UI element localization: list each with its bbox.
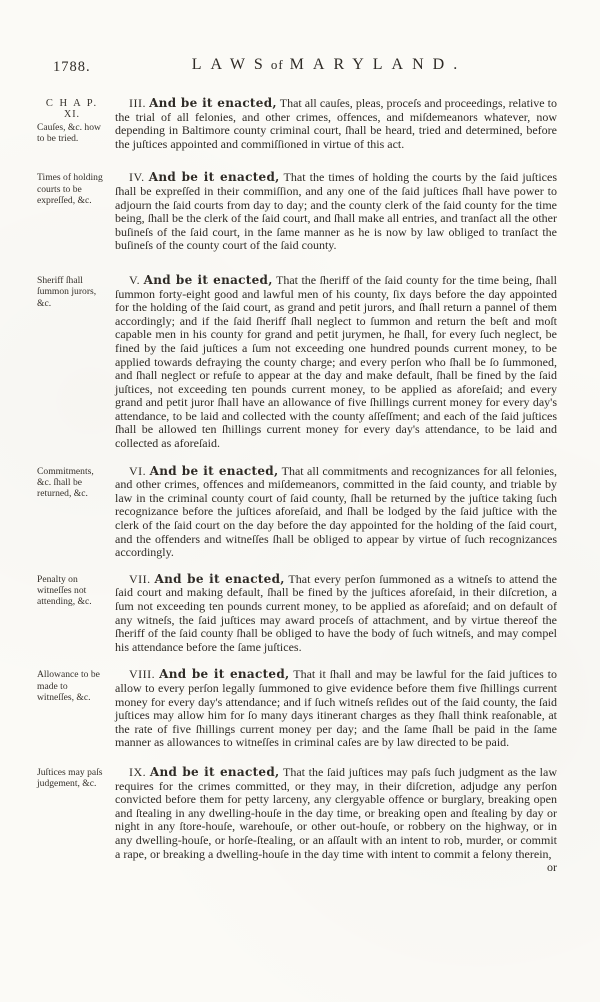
section-number: VIII. <box>129 667 156 682</box>
section-text: That the ſaid juſtices may paſs ſuch judgment as the law requires for the crimes committed, or they may, in their diſcretion, adjudge any perſon convicted before them for petty larceny, any clergyable offence or burglary, breaking open and ſtealing in any dwelling-houſe in the day time, or breaking open and ſtealing by day or night in any ſtore-houſe, warehouſe, or other out-houſe, or robbery on the highway, or in any dwelling-houſe, or horſe-ſtealing, or an aſſault with an intent to rob, murder, or commit a rape, or breaking a dwelling-houſe in the day time with intent to commit a felony therein, <box>115 764 557 861</box>
title-laws: LAWS <box>191 56 272 73</box>
section-text: That the ſheriff of the ſaid county for the time being, ſhall ſummon forty-eight good and lawful men of his county, ſix days before the day appointed for the holding of the ſaid court, as grand and petit jurors, and ſhall return a pannel of them accordingly; and if the ſaid ſheriff ſhall neglect to ſummon and return the beſt and moſt capable men in his county for grand and petit jurymen, he ſhall, for every ſuch neglect, be fined by the ſaid juſtices a ſum not exceeding one hundred pounds current money, to be applied towards defraying the county charge; and every perſon who ſhall be ſo ſummoned, and ſhall neglect or refuſe to appear at the day and make default, ſhall be fined by the ſaid juſtices, not exceeding ten pounds current money, to be applied as aforeſaid; and every grand and petit juror ſhall have an allowance of five ſhillings current money for every day's attendance, to be laid and collected with the county aſſeſſment; and each of the ſaid juſtices ſhall be allowed ten ſhillings current money for every day's attendance, to be laid and collected as aforeſaid. <box>115 272 557 451</box>
margin-note-text: Commitments, &c. ſhall be returned, &c. <box>37 465 94 500</box>
section-body <box>115 274 557 451</box>
section-text: That all commitments and recognizances for all felonies, and other crimes, offences and miſdemeanors, committed in the ſaid county, and triable by law in the criminal county court of ſaid county, ſhall be returned by the juſtice taking ſuch recognizance before the juſtices aforeſaid, and ſhall be lodged by the ſaid juſtice with the clerk of the ſaid court on the day before the day appointed for the holding of the ſaid court, and the offenders and witneſſes ſhall be obliged to appear by virtue of ſuch recognizances accordingly. <box>115 463 557 560</box>
catchword: or <box>547 860 557 875</box>
section-number: III. <box>129 96 146 110</box>
title-maryland: MARYLAND. <box>289 56 467 73</box>
page-year: 1788. <box>53 59 91 75</box>
margin-note-iv <box>37 171 115 206</box>
section-ix <box>37 766 557 875</box>
chapter-number: XI. <box>63 109 81 121</box>
section-body <box>115 465 557 560</box>
margin-note-text: Times of holding courts to be expreſſed, &c. <box>37 172 103 206</box>
section-body <box>115 171 557 253</box>
margin-note-vi <box>37 465 115 500</box>
section-viii <box>37 668 557 750</box>
section-body <box>115 766 557 875</box>
section-text: That the times of holding the courts by the ſaid juſtices ſhall be expreſſed in their commiſſion, and any one of the ſaid juſtices ſhall have power to adjourn the ſaid courts from day to day; and the county clerk of the ſaid county for the time being, ſhall be the clerk of the ſaid court, and ſhall make all entries, and tranſact all the other buſineſs of the ſaid court, in the ſame manner as he is now by law obliged to tranſact the buſineſs of the county court of the ſaid county. <box>115 170 557 253</box>
section-number: IX. <box>129 764 147 779</box>
section-v <box>37 274 557 451</box>
margin-note-ix <box>37 766 115 790</box>
enacting-phrase: And be it enacted, <box>149 96 277 110</box>
section-iv <box>37 171 557 253</box>
title-of: of <box>270 57 284 72</box>
enacting-phrase: And be it enacted, <box>148 170 280 185</box>
margin-note-text: Juſtices may paſs judgement, &c. <box>37 766 103 790</box>
page-title <box>37 56 557 74</box>
enacting-phrase: And be it enacted, <box>159 667 290 682</box>
section-iii <box>37 97 557 151</box>
section-body <box>115 97 557 151</box>
section-vii <box>37 573 557 655</box>
section-text: That it ſhall and may be lawful for the ſaid juſtices to allow to every perſon legally ſummoned to give evidence before them five ſhillings current money for every day's attendance; and if ſuch witneſs reſides out of the ſaid county, the ſaid juſtices may allow him for ſo many days itinerant charges as they ſhall think reaſonable, at the rate of five ſhillings current money per day; and the ſame ſhall be paid in the ſame manner as allowances to witneſſes in criminal caſes are by law directed to be paid. <box>115 667 558 750</box>
margin-note-text: Allowance to be made to witneſſes, &c. <box>37 669 100 703</box>
section-number: V. <box>129 272 141 287</box>
section-text: That every perſon ſummoned as a witneſs to attend the ſaid court and making default, ſhall be fined by the juſtices aforeſaid, in their diſcretion, a ſum not exceeding ten pounds current money, to be applied as aforeſaid; and on default of any witneſs, the ſaid juſtices may award proceſs of attachment, and by virtue thereof the ſheriff of the ſaid county ſhall be obliged to have the body of ſuch witneſs, and may compel his attendance before the ſame juſtices. <box>115 571 557 654</box>
chapter-heading: C H A P. <box>45 98 99 109</box>
section-text: That all cauſes, pleas, proceſs and proceedings, relative to the trial of all felonies, and other crimes, offences, and miſdemeanors whatever, now depending in Baltimore county criminal court, ſhall be heard, tried and determined, before the juſtices appointed and commiſſioned in virtue of this act. <box>115 96 558 151</box>
section-body <box>115 668 557 750</box>
margin-note-viii <box>37 668 115 703</box>
section-body <box>115 573 557 655</box>
section-number: VI. <box>129 463 147 478</box>
margin-note-text: Sheriff ſhall ſummon jurors, &c. <box>37 274 97 309</box>
margin-note-text: Cauſes, &c. how to be tried. <box>37 121 101 144</box>
section-vi <box>37 465 557 560</box>
enacting-phrase: And be it enacted, <box>149 764 280 779</box>
margin-note-vii <box>37 573 115 608</box>
section-number: IV. <box>129 170 145 185</box>
page-header <box>37 56 557 80</box>
margin-note-text: Penalty on witneſſes not attending, &c. <box>37 573 92 608</box>
enacting-phrase: And be it enacted, <box>154 571 285 586</box>
margin-note-iii <box>37 97 115 144</box>
enacting-phrase: And be it enacted, <box>143 272 273 287</box>
section-number: VII. <box>129 571 151 586</box>
enacting-phrase: And be it enacted, <box>149 463 279 478</box>
margin-note-v <box>37 274 115 309</box>
